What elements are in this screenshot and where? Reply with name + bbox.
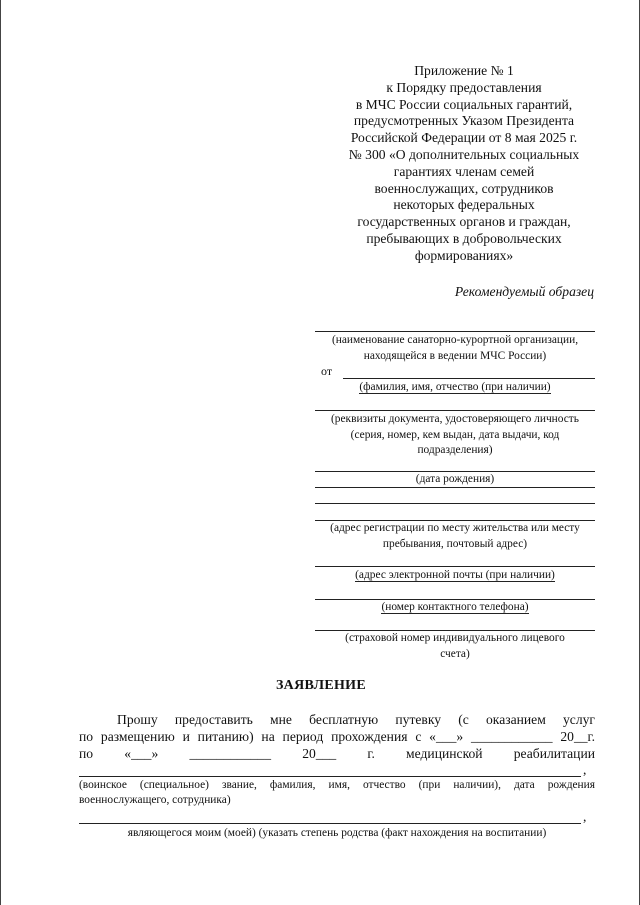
appendix-line: военнослужащих, сотрудников: [374, 180, 554, 196]
appendix-line: государственных органов и граждан,: [357, 214, 571, 230]
appendix-line: предусмотренных Указом Президента: [353, 113, 575, 129]
doc-caption-line: (серия, номер, кем выдан, дата выдачи, код: [350, 428, 560, 441]
appendix-line: гарантиях членам семей: [393, 163, 535, 179]
appendix-header: [319, 63, 609, 265]
rank-caption-1: (воинское (специальное) звание, фамилия, имя, отчество (при наличии), дата рождения: [79, 779, 595, 791]
relation-caption: являющегося моим (моей) (указать степень родства (факт нахождения на воспитании): [127, 827, 547, 839]
comma-1: ,: [583, 762, 587, 777]
email-line: [315, 566, 595, 567]
appendix-line: Российской Федерации от 8 мая 2025 г.: [350, 130, 578, 146]
email-caption: [315, 568, 595, 584]
snils-caption: [315, 631, 595, 662]
snils-caption-line: счета): [440, 647, 470, 660]
phone-caption: [315, 600, 595, 616]
birth-caption: [315, 472, 595, 488]
from-line: [343, 378, 595, 379]
appendix-line: № 300 «О дополнительных социальных: [348, 146, 580, 162]
birth-underline: [315, 487, 595, 488]
appendix-line: пребывающих в добровольческих: [366, 230, 562, 246]
snils-caption-line: (страховой номер индивидуального лицевого: [345, 632, 565, 644]
address-caption-line: пребывания, почтовый адрес): [382, 537, 528, 550]
body-line-2: по размещению и питанию) на период прохождения с «___» ____________ 20__г.: [79, 729, 595, 744]
from-label: от: [321, 364, 333, 378]
sample-label: Рекомендуемый образец: [454, 284, 594, 299]
org-caption-line: находящейся в ведении МЧС России): [363, 349, 547, 362]
appendix-line: в МЧС России социальных гарантий,: [355, 96, 573, 112]
document-title: ЗАЯВЛЕНИЕ: [275, 678, 366, 693]
rank-caption-2: военнослужащего, сотрудника): [79, 794, 231, 806]
doc-caption-line: подразделения): [417, 444, 493, 456]
birth-caption-text: (дата рождения): [415, 473, 495, 485]
fio-caption-text: (фамилия, имя, отчество (при наличии): [359, 381, 551, 393]
fio-caption: [315, 380, 595, 396]
address-line-1: [315, 503, 595, 504]
relation-line: [79, 823, 581, 824]
org-caption-line: (наименование санаторно-курортной организации,: [331, 334, 579, 346]
comma-2: ,: [583, 809, 587, 824]
address-caption-line: (адрес регистрации по месту жительства или месту: [330, 522, 580, 534]
appendix-line: Приложение № 1: [414, 63, 514, 78]
doc-caption: [315, 412, 595, 459]
address-caption: [315, 521, 595, 552]
appendix-line: к Порядку предоставления: [386, 79, 542, 95]
doc-caption-line: (реквизиты документа, удостоверяющего личность: [331, 413, 579, 425]
body-line-1: Прошу предоставить мне бесплатную путевку (с оказанием услуг: [117, 712, 595, 727]
appendix-line: некоторых федеральных: [393, 197, 535, 213]
rank-name-line: [79, 776, 581, 777]
doc-line: [315, 410, 595, 411]
org-line: [315, 331, 595, 332]
org-caption: [315, 333, 595, 364]
email-caption-text: (адрес электронной почты (при наличии): [355, 569, 555, 581]
appendix-line: формированиях»: [414, 247, 514, 263]
body-line-3: по «___» ____________ 20___ г. медицинской реабилитации: [79, 746, 595, 761]
phone-caption-text: (номер контактного телефона): [381, 601, 529, 613]
